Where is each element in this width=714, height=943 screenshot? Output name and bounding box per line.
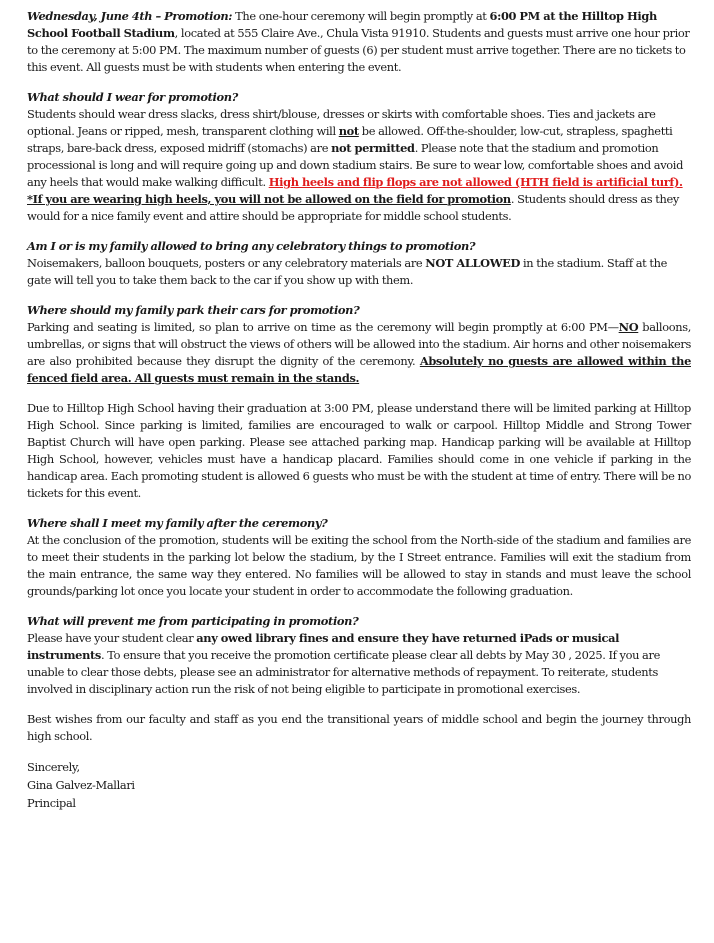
heels-field-warning: *If you are wearing high heels, you will not be allowed on the field for promotion: [27, 192, 511, 206]
question-celebratory: Am I or is my family allowed to bring any celebratory things to promotion?: [27, 239, 476, 253]
parking-details-paragraph: Due to Hilltop High School having their graduation at 3:00 PM, please understand there will be limited parking at Hilltop High School. Since parking is limited, families are encouraged to walk or carpool. Hilltop Middle and Strong Tower Baptist Church will have open parking. Please see attached parking map. Handicap parking will be available at Hilltop High School, however, vehicles must have a handicap placard. Families should come in one vehicle if parking in the handicap area. Each promoting student is allowed 6 guests who must be with the student at time of entry. There will be no tickets for this event.: [27, 401, 691, 500]
signature-name: Gina Galvez-Mallari: [27, 778, 135, 792]
signature-block: [27, 758, 691, 812]
intro-paragraph: Wednesday, June 4th – Promotion: The one-hour ceremony will begin promptly at 6:00 PM at the Hilltop High School Football Stadium, located at 555 Claire Ave., Chula Vista 91910. Students and guests must arrive one hour prior to the ceremony at 5:00 PM. The maximum number of guests (6) per student must arrive together. There are no tickets to this event. All guests must be with students when entering the event.: [27, 9, 690, 74]
heels-warning-red: High heels and flip flops are not allowed (HTH field is artificial turf).: [268, 175, 683, 189]
meet-paragraph: At the conclusion of the promotion, students will be exiting the school from the North-side of the stadium and families are to meet their students in the parking lot below the stadium, by the I Street entrance. Families will exit the stadium from the main entrance, the same way they entered. No families will be allowed to stay in stands and must leave the school grounds/parking lot once you locate your student in order to accommodate the following graduation.: [27, 533, 691, 598]
celebratory-paragraph: Noisemakers, balloon bouquets, posters or any celebratory materials are NOT ALLOWED in the stadium. Staff at the gate will tell you to take them back to the car if you show up with them.: [27, 256, 667, 287]
closing-paragraph: Best wishes from our faculty and staff as you end the transitional years of middle school and begin the journey through high school.: [27, 712, 691, 743]
parking-paragraph: Parking and seating is limited, so plan to arrive on time as the ceremony will begin promptly at 6:00 PM—NO balloons, umbrellas, or signs that will obstruct the views of others will be allowed into the stadium. Air horns and other noisemakers are also prohibited because they disrupt the dignity of the ceremony. Absolutely no guests are allowed within the fenced field area. All guests must remain in the stands.: [27, 320, 691, 385]
question-parking: Where should my family park their cars for promotion?: [27, 303, 360, 317]
date-heading: Wednesday, June 4th – Promotion:: [27, 9, 233, 23]
question-wear: What should I wear for promotion?: [27, 90, 238, 104]
ceremony-location: 6:00 PM at the Hilltop High School Football Stadium: [27, 9, 657, 40]
signature-closing: Sincerely,: [27, 760, 80, 774]
prevent-paragraph: Please have your student clear any owed library fines and ensure they have returned iPads or musical instruments. To ensure that you receive the promotion certificate please clear all debts by May 30 , 2025. If you are unable to clear those debts, please see an administrator for alternative methods of repayment. To reiterate, students involved in disciplinary action run the risk of not being eligible to participate in promotional exercises.: [27, 631, 660, 696]
letter-document: [27, 8, 691, 812]
signature-title: Principal: [27, 796, 76, 810]
question-meet: Where shall I meet my family after the ceremony?: [27, 516, 328, 530]
wear-paragraph: Students should wear dress slacks, dress shirt/blouse, dresses or skirts with comfortable shoes. Ties and jackets are optional. Jeans or ripped, mesh, transparent clothing will not be allowed. Off-the-shoulder, low-cut, strapless, spaghetti straps, bare-back dress, exposed midriff (stomachs) are not permitted. Please note that the stadium and promotion processional is long and will require going up and down stadium stairs. Be sure to wear low, comfortable shoes and avoid any heels that would make walking difficult. High heels and flip flops are not allowed (HTH field is artificial turf). *If you are wearing high heels, you will not be allowed on the field for promotion. Students should dress as they would for a nice family event and attire should be appropriate for middle school students.: [27, 107, 684, 223]
question-prevent: What will prevent me from participating in promotion?: [27, 614, 359, 628]
guests-rule: Absolutely no guests are allowed within the fenced field area. All guests must remain in the stands.: [27, 354, 691, 385]
